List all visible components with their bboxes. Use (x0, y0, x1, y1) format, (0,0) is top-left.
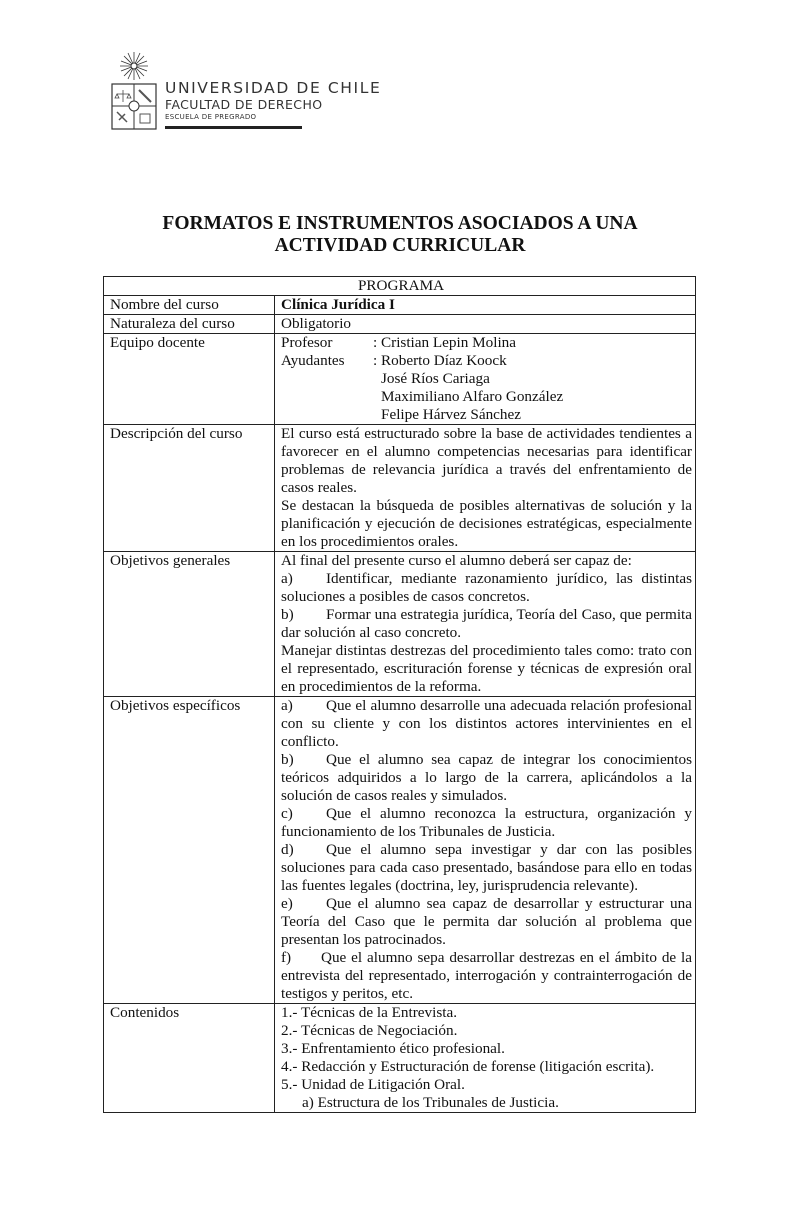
crest-graphic (109, 50, 159, 132)
contents-value (275, 1004, 696, 1113)
item-marker: c) (281, 805, 293, 822)
header-rule (165, 126, 302, 129)
course-name-value (275, 296, 696, 315)
item-text: Que el alumno sepa investigar y dar con las posibles soluciones para cada caso presentado, basándose para ello en todas las fuentes legales (doctrina, ley, jurisprudencia relevante). (281, 841, 692, 894)
team-value (275, 334, 696, 425)
table-row (104, 1004, 696, 1113)
general-objectives-label: Objetivos generales (104, 552, 275, 697)
content-subitem: a) Estructura de los Tribunales de Justicia. (302, 1094, 559, 1111)
item-marker: a) (281, 697, 293, 714)
description-paragraph: El curso está estructurado sobre la base de actividades tendientes a favorecer en el alumno competencias necesarias para identificar problemas de relevancia jurídica a través del enfrentamiento de casos reales. (281, 425, 692, 496)
item-text: Formar una estrategia jurídica, Teoría del Caso, que permita dar solución al caso concreto. (281, 606, 692, 641)
list-item (281, 841, 692, 895)
team-grid (281, 334, 692, 370)
university-crest-icon (109, 50, 159, 132)
item-marker: b) (281, 751, 294, 768)
course-name-label: Nombre del curso (104, 296, 275, 315)
assistants-label: Ayudantes (281, 352, 345, 369)
item-text: Que el alumno sea capaz de desarrollar y estructurar una Teoría del Caso que le permita dar solución al problema que presentan los patrocinados. (281, 895, 692, 948)
content-item: 3.- Enfrentamiento ético profesional. (281, 1040, 505, 1057)
item-marker: e) (281, 895, 293, 912)
content-item: 5.- Unidad de Litigación Oral. (281, 1076, 465, 1093)
assistant-name: : Roberto Díaz Koock (373, 352, 507, 369)
list-item (281, 697, 692, 751)
assistant-name: Felipe Hárvez Sánchez (381, 406, 521, 423)
contents-label: Contenidos (104, 1004, 275, 1113)
description-value (275, 425, 696, 552)
general-objectives-closing: Manejar distintas destrezas del procedimiento tales como: trato con el representado, escrituración forense y técnicas de expresión oral en procedimientos de la reforma. (281, 642, 692, 695)
table-row (104, 552, 696, 697)
specific-objectives-label: Objetivos específicos (104, 697, 275, 1004)
assistant-name: Maximiliano Alfaro González (381, 388, 564, 405)
general-objectives-value (275, 552, 696, 697)
professor-name: : Cristian Lepin Molina (373, 334, 516, 351)
nature-value: Obligatorio (275, 315, 696, 334)
item-marker: b) (281, 606, 294, 623)
item-text: Que el alumno desarrolle una adecuada relación profesional con su cliente y con los distintos actores intervinientes en el conflicto. (281, 697, 692, 750)
nature-label: Naturaleza del curso (104, 315, 275, 334)
table-row (104, 425, 696, 552)
content-item: 1.- Técnicas de la Entrevista. (281, 1004, 457, 1021)
table-row (104, 296, 696, 315)
team-label: Equipo docente (104, 334, 275, 425)
general-objectives-intro: Al final del presente curso el alumno deberá ser capaz de: (281, 552, 632, 569)
course-name: Clínica Jurídica I (281, 296, 395, 313)
assistant-name: José Ríos Cariaga (381, 370, 490, 387)
faculty-name: FACULTAD DE DERECHO (165, 97, 323, 112)
item-text: Identificar, mediante razonamiento jurídico, las distintas soluciones a posibles de casos concretos. (281, 570, 692, 605)
list-item (281, 895, 692, 949)
item-marker: d) (281, 841, 294, 858)
specific-objectives-value (275, 697, 696, 1004)
list-item (281, 570, 692, 606)
item-text: Que el alumno sepa desarrollar destrezas en el ámbito de la entrevista del representado, interrogación y contrainterrogación de testigos y peritos, etc. (281, 949, 692, 1002)
list-item (281, 805, 692, 841)
table-row (104, 334, 696, 425)
table-row (104, 315, 696, 334)
title-line-1: FORMATOS E INSTRUMENTOS ASOCIADOS A UNA (162, 213, 638, 234)
school-name: ESCUELA DE PREGRADO (165, 113, 257, 121)
program-heading: PROGRAMA (104, 277, 696, 296)
description-paragraph: Se destacan la búsqueda de posibles alternativas de solución y la planificación y ejecución de decisiones estratégicas, especialmente en los procedimientos orales. (281, 497, 692, 550)
list-item (281, 751, 692, 805)
content-item: 4.- Redacción y Estructuración de forense (litigación escrita). (281, 1058, 655, 1075)
table-header-row (104, 277, 696, 296)
university-name: UNIVERSIDAD DE CHILE (165, 79, 382, 97)
item-marker: a) (281, 570, 293, 587)
table-row (104, 697, 696, 1004)
list-item (281, 606, 692, 642)
list-item (281, 949, 692, 1003)
description-label: Descripción del curso (104, 425, 275, 552)
item-marker: f) (281, 949, 292, 966)
institution-block (165, 80, 381, 122)
content-item: 2.- Técnicas de Negociación. (281, 1022, 458, 1039)
title-line-2: ACTIVIDAD CURRICULAR (274, 235, 526, 256)
document-title (100, 213, 700, 257)
program-table (103, 276, 696, 1113)
professor-label: Profesor (281, 334, 333, 351)
item-text: Que el alumno reconozca la estructura, organización y funcionamiento de los Tribunales de Justicia. (281, 805, 692, 840)
item-text: Que el alumno sea capaz de integrar los conocimientos teóricos adquiridos a lo largo de la carrera, aplicándolos a la solución de casos reales y simulados. (281, 751, 692, 804)
